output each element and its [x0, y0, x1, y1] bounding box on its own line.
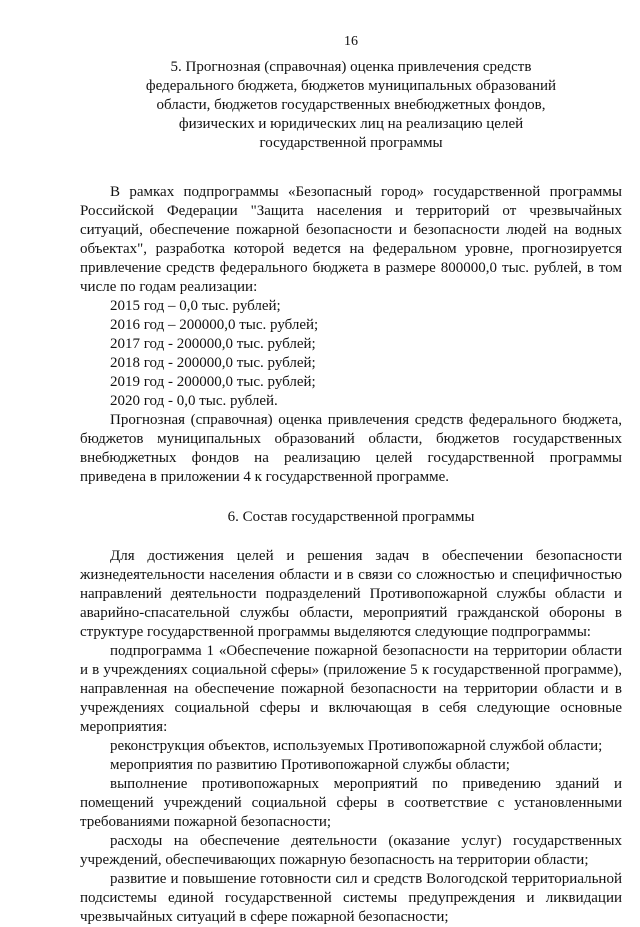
- section-6-list-item: выполнение противопожарных мероприятий по приведению зданий и помещений учреждений социальной сферы в соответствие с установленными требованиями пожарной безопасности;: [80, 776, 622, 830]
- section-6-list-item: реконструкция объектов, используемых Противопожарной службой области;: [110, 738, 603, 754]
- funding-year-item: 2016 год – 200000,0 тыс. рублей;: [110, 317, 319, 333]
- section-5-closing-paragraph: Прогнозная (справочная) оценка привлечения средств федерального бюджета, бюджетов муниципальных образований области, бюджетов государственных внебюджетных фондов на реализацию целей государственной программы приведена в приложении 4 к государственной программе.: [80, 412, 622, 485]
- section-5-title: [80, 58, 622, 153]
- funding-year-item: 2019 год - 200000,0 тыс. рублей;: [110, 374, 316, 390]
- section-6-list-item: развитие и повышение готовности сил и средств Вологодской территориальной подсистемы единой государственной системы предупреждения и ликвидации чрезвычайных ситуаций в сфере пожарной безопасности;: [80, 871, 622, 925]
- section-5-title-line: 5. Прогнозная (справочная) оценка привлечения средств: [170, 59, 532, 75]
- funding-year-item: 2018 год - 200000,0 тыс. рублей;: [110, 355, 316, 371]
- section-5-title-line: федерального бюджета, бюджетов муниципальных образований: [145, 78, 557, 94]
- section-5-title-line: области, бюджетов государственных внебюджетных фондов,: [156, 97, 546, 113]
- funding-years-list: [80, 297, 622, 411]
- section-6-paragraph: подпрограмма 1 «Обеспечение пожарной безопасности на территории области и в учреждениях социальной сферы» (приложение 5 к государственной программе), направленная на обеспечение пожарной безопасности на территории области и в учреждениях социальной сферы и включающая в себя следующие основные мероприятия:: [80, 643, 622, 735]
- funding-year-item: 2020 год - 0,0 тыс. рублей.: [110, 393, 278, 409]
- section-6-title: 6. Состав государственной программы: [227, 509, 475, 525]
- section-6-paragraph: Для достижения целей и решения задач в обеспечении безопасности жизнедеятельности населения области и в связи со сложностью и специфичностью направлений деятельности подразделений Противопожарной службы области и аварийно-спасательной службы области, мероприятий гражданской обороны в структуре государственной программы выделяются следующие подпрограммы:: [80, 548, 622, 640]
- section-5-title-line: физических и юридических лиц на реализацию целей: [178, 116, 524, 132]
- section-5-title-line: государственной программы: [259, 135, 443, 151]
- section-6-list-item: мероприятия по развитию Противопожарной службы области;: [110, 757, 510, 773]
- funding-year-item: 2015 год – 0,0 тыс. рублей;: [110, 298, 281, 314]
- section-5-intro-paragraph: В рамках подпрограммы «Безопасный город» государственной программы Российской Федерации "Защита населения и территорий от чрезвычайных ситуаций, обеспечение пожарной безопасности и безопасности людей на водных объектах", разработка которой ведется на федеральном уровне, прогнозируется привлечение средств федерального бюджета в размере 800000,0 тыс. рублей, в том числе по годам реализации:: [80, 184, 622, 295]
- section-6-list-item: расходы на обеспечение деятельности (оказание услуг) государственных учреждений, обеспечивающих пожарную безопасность на территории области;: [80, 833, 622, 868]
- document-page: [80, 32, 622, 927]
- page-number: 16: [344, 34, 358, 49]
- funding-year-item: 2017 год - 200000,0 тыс. рублей;: [110, 336, 316, 352]
